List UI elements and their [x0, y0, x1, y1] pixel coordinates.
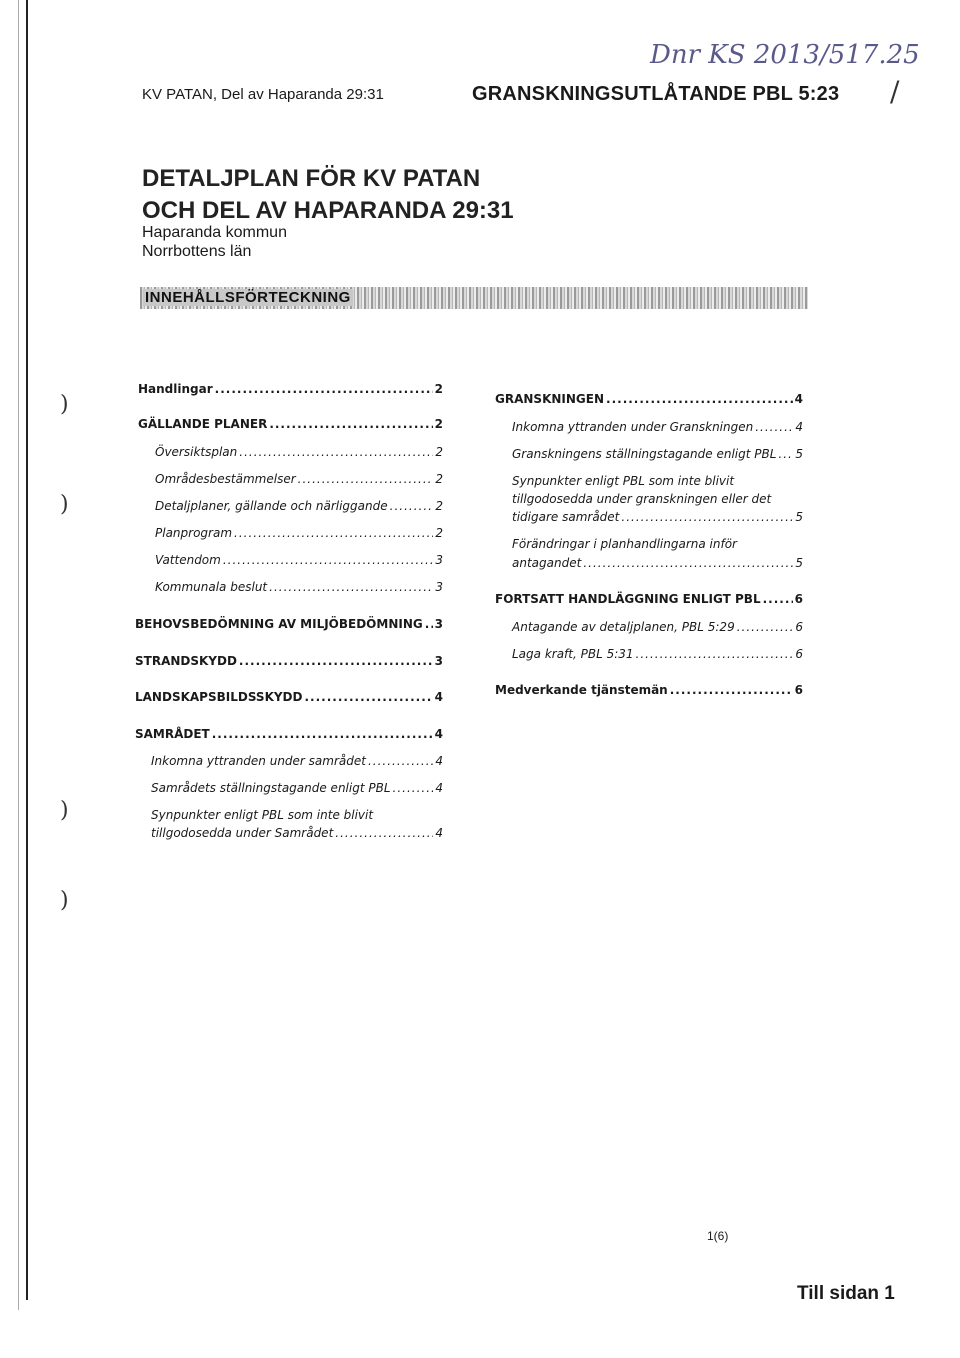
toc-entry[interactable]: Kommunala beslut ..... 3: [155, 580, 443, 594]
toc-entry[interactable]: BEHOVSBEDÖMNING AV MILJÖBEDÖMNING ..... 3: [135, 617, 443, 631]
toc-entry-label-line: Synpunkter enligt PBL som inte blivit: [512, 474, 735, 488]
page-number: 1(6): [707, 1229, 729, 1243]
toc-heading: INNEHÅLLSFÖRTECKNING: [145, 289, 351, 306]
handwritten-mark: /: [890, 75, 900, 108]
toc-entry[interactable]: Laga kraft, PBL 5:31 ..... 6: [512, 647, 803, 661]
toc-entry[interactable]: GÄLLANDE PLANER ..... 2: [138, 417, 443, 431]
margin-mark: ): [60, 888, 69, 913]
toc-entry[interactable]: tillgodosedda under Samrådet ..... 4: [151, 826, 443, 840]
toc-entry[interactable]: Medverkande tjänstemän ..... 6: [495, 683, 803, 697]
toc-entry-label-line: Förändringar i planhandlingarna inför: [512, 537, 737, 551]
page-title-line2: OCH DEL AV HAPARANDA 29:31: [142, 197, 514, 224]
toc-banner: [140, 287, 808, 309]
page-title-line1: DETALJPLAN FÖR KV PATAN: [142, 165, 481, 192]
scan-edge-line: [18, 0, 19, 1310]
toc-entry[interactable]: STRANDSKYDD ..... 3: [135, 654, 443, 668]
toc-entry[interactable]: Översiktsplan ..... 2: [155, 445, 443, 459]
header-left: KV PATAN, Del av Haparanda 29:31: [142, 86, 384, 103]
toc-entry[interactable]: Inkomna yttranden under samrådet ..... 4: [151, 754, 443, 768]
margin-mark: ): [60, 392, 69, 417]
margin-mark: ): [60, 492, 69, 517]
toc-entry[interactable]: Granskningens ställningstagande enligt PBL ..... 5: [512, 447, 803, 461]
toc-entry-label-line: tillgodosedda under granskningen eller det: [512, 492, 772, 506]
till-sidan-link[interactable]: Till sidan 1: [797, 1283, 895, 1304]
toc-entry[interactable]: LANDSKAPSBILDSSKYDD ..... 4: [135, 690, 443, 704]
margin-mark: ): [60, 798, 69, 823]
toc-entry[interactable]: Samrådets ställningstagande enligt PBL ..... 4: [151, 781, 443, 795]
municipality: Haparanda kommun: [142, 224, 287, 241]
handwritten-reference: Dnr KS 2013/517.25: [650, 40, 920, 70]
toc-entry[interactable]: GRANSKNINGEN ..... 4: [495, 392, 803, 406]
toc-entry[interactable]: Inkomna yttranden under Granskningen ..... 4: [512, 420, 803, 434]
toc-entry[interactable]: Planprogram ..... 2: [155, 526, 443, 540]
toc-entry[interactable]: Vattendom ..... 3: [155, 553, 443, 567]
toc-entry[interactable]: Områdesbestämmelser ..... 2: [155, 472, 443, 486]
toc-entry-label-line: Synpunkter enligt PBL som inte blivit: [151, 808, 374, 822]
toc-entry[interactable]: antagandet ..... 5: [512, 556, 803, 570]
toc-entry[interactable]: SAMRÅDET ..... 4: [135, 727, 443, 741]
header-right: GRANSKNINGSUTLÅTANDE PBL 5:23: [472, 83, 840, 105]
toc-entry[interactable]: FORTSATT HANDLÄGGNING ENLIGT PBL ..... 6: [495, 592, 803, 606]
toc-entry[interactable]: Detaljplaner, gällande och närliggande ..... 2: [155, 499, 443, 513]
toc-entry[interactable]: tidigare samrådet ..... 5: [512, 510, 803, 524]
scan-edge-line: [26, 0, 28, 1300]
toc-entry[interactable]: Antagande av detaljplanen, PBL 5:29 ..... 6: [512, 620, 803, 634]
county: Norrbottens län: [142, 243, 252, 260]
toc-entry[interactable]: Handlingar ..... 2: [138, 382, 443, 396]
